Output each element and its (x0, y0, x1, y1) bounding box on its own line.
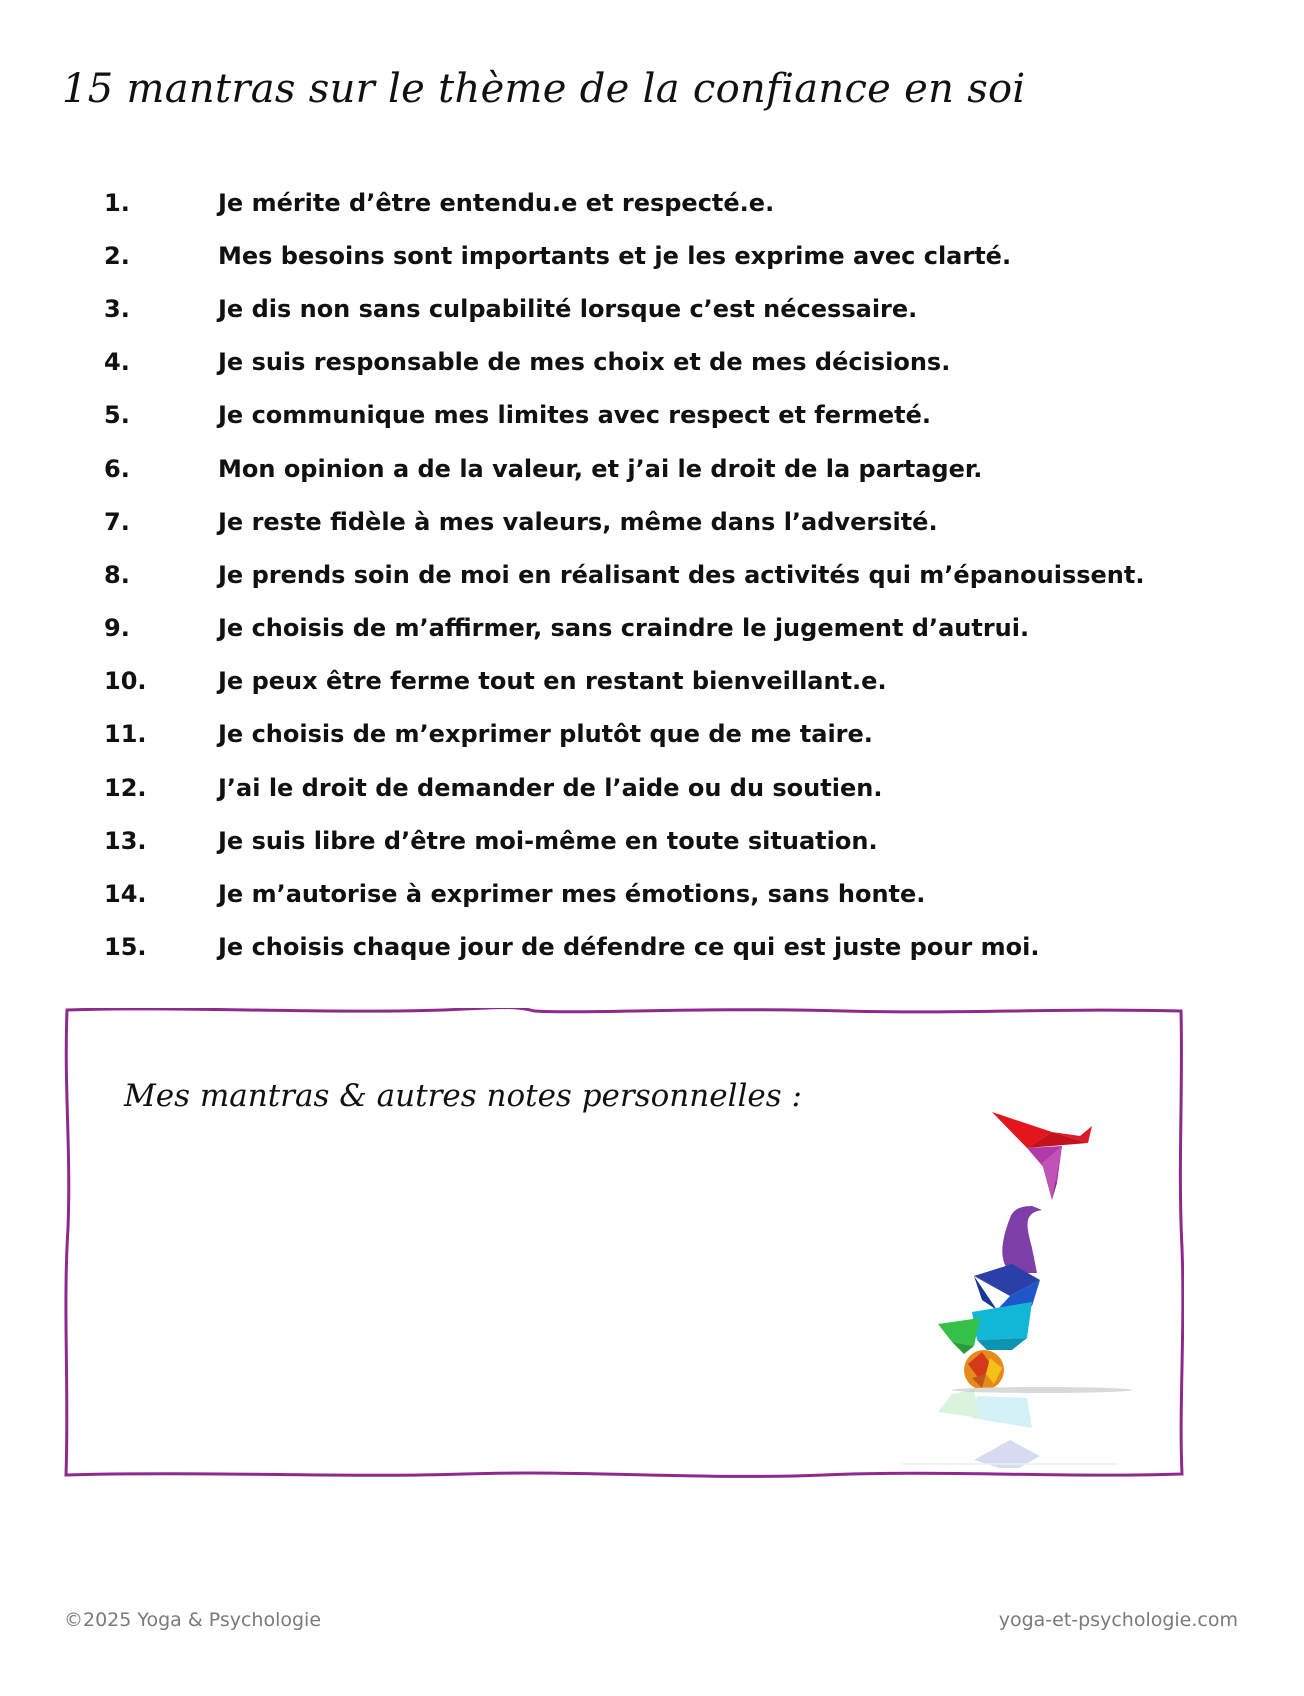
mantra-number: 1. (104, 188, 130, 217)
mantra-item (104, 655, 1144, 708)
mantra-number: 8. (104, 560, 130, 589)
mantra-text: Je reste fidèle à mes valeurs, même dans l’adversité. (218, 507, 938, 536)
mantra-number: 14. (104, 880, 147, 909)
mantra-item (104, 442, 1144, 495)
mantra-number: 4. (104, 348, 130, 377)
page-title: 15 mantras sur le thème de la confiance en soi (62, 66, 1026, 112)
mantra-number: 15. (104, 933, 147, 962)
mantra-text: Je communique mes limites avec respect et fermeté. (218, 401, 932, 430)
mantra-text: Mon opinion a de la valeur, et j’ai le droit de la partager. (218, 454, 983, 483)
mantra-text: Je peux être ferme tout en restant bienveillant.e. (218, 667, 887, 696)
mantra-text: Je choisis chaque jour de défendre ce qui est juste pour moi. (218, 933, 1040, 962)
mantra-number: 7. (104, 507, 130, 536)
mantra-item (104, 548, 1144, 601)
mantra-number: 12. (104, 773, 147, 802)
footer-copyright: ©2025 Yoga & Psychologie (64, 1609, 322, 1631)
mantra-text: Je prends soin de moi en réalisant des activités qui m’épanouissent. (218, 560, 1145, 589)
mantra-item (104, 921, 1144, 974)
mantra-item (104, 176, 1144, 229)
footer-website: yoga-et-psychologie.com (998, 1609, 1238, 1631)
mantra-item (104, 867, 1144, 920)
mantra-item (104, 602, 1144, 655)
mantra-text: Je dis non sans culpabilité lorsque c’est nécessaire. (218, 294, 918, 323)
mantra-text: Je choisis de m’affirmer, sans craindre le jugement d’autrui. (218, 614, 1030, 643)
mantra-list (104, 176, 1144, 974)
notes-title: Mes mantras & autres notes personnelles : (124, 1078, 802, 1114)
mantra-text: Mes besoins sont importants et je les exprime avec clarté. (218, 241, 1012, 270)
mantra-number: 5. (104, 401, 130, 430)
mantra-item (104, 814, 1144, 867)
origami-birds-icon (902, 1088, 1152, 1468)
mantra-text: Je choisis de m’exprimer plutôt que de me taire. (218, 720, 873, 749)
mantra-item (104, 282, 1144, 335)
mantra-number: 11. (104, 720, 147, 749)
mantra-item (104, 229, 1144, 282)
mantra-text: Je suis libre d’être moi-même en toute situation. (218, 826, 878, 855)
mantra-number: 10. (104, 667, 147, 696)
mantra-number: 3. (104, 294, 130, 323)
mantra-text: Je mérite d’être entendu.e et respecté.e. (218, 188, 775, 217)
mantra-number: 13. (104, 826, 147, 855)
mantra-number: 6. (104, 454, 130, 483)
mantra-item (104, 495, 1144, 548)
mantra-item (104, 336, 1144, 389)
mantra-text: Je suis responsable de mes choix et de mes décisions. (218, 348, 951, 377)
mantra-item (104, 761, 1144, 814)
mantra-number: 9. (104, 614, 130, 643)
mantra-item (104, 708, 1144, 761)
mantra-text: Je m’autorise à exprimer mes émotions, sans honte. (218, 880, 926, 909)
mantra-number: 2. (104, 241, 130, 270)
notes-box (64, 1008, 1184, 1478)
mantra-item (104, 389, 1144, 442)
mantra-text: J’ai le droit de demander de l’aide ou du soutien. (218, 773, 883, 802)
